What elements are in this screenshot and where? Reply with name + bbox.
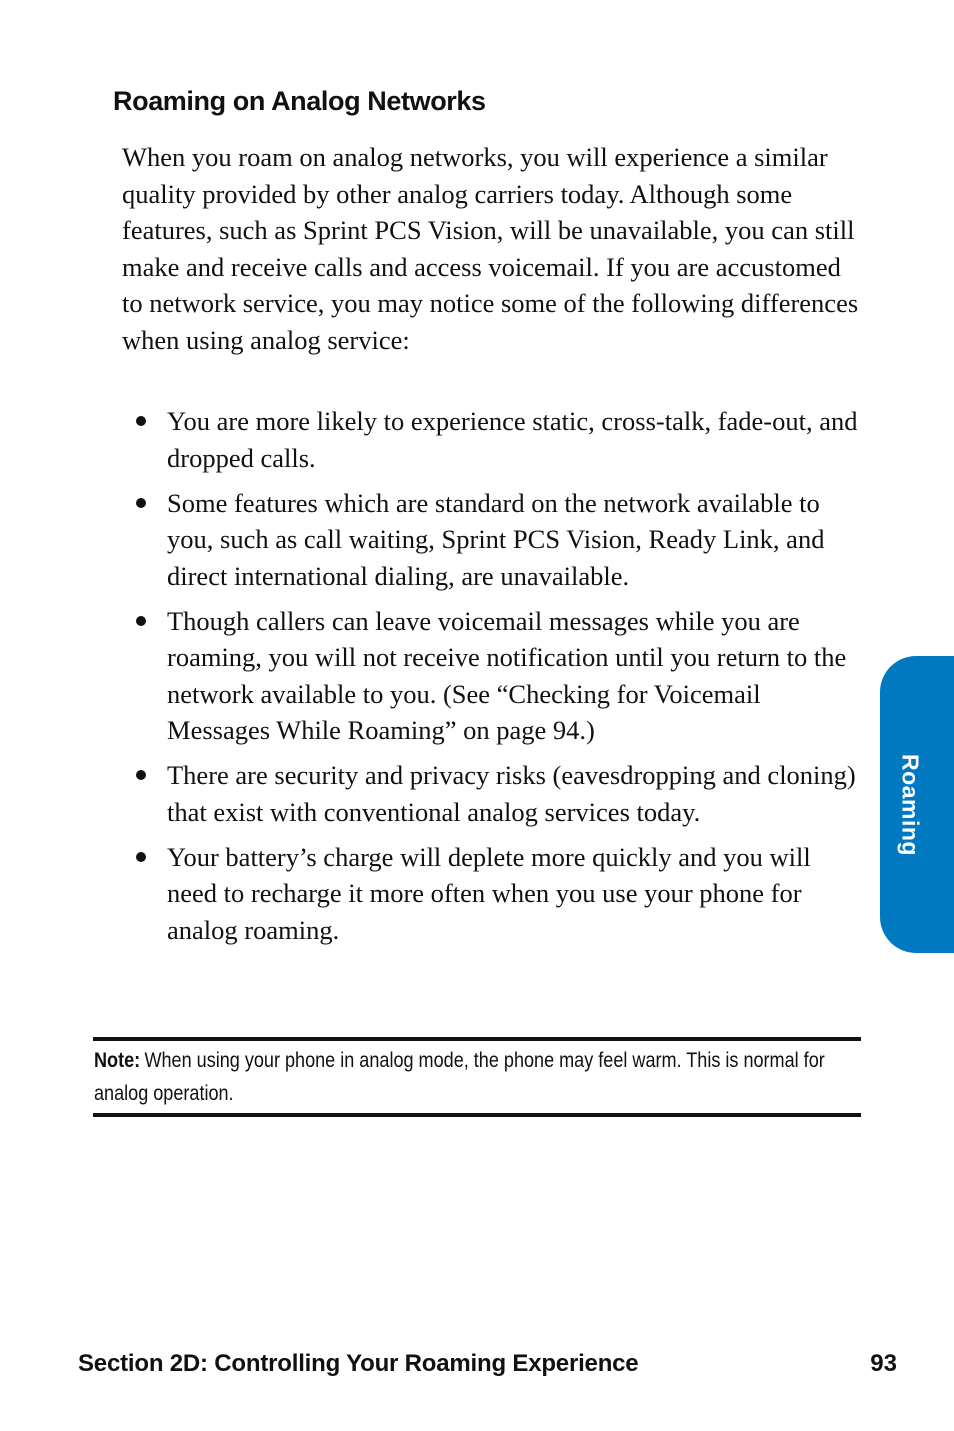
bullet-icon [136, 770, 146, 780]
list-item [130, 403, 865, 476]
note-label: Note: [94, 1049, 141, 1072]
intro-paragraph: When you roam on analog networks, you will experience a similar quality provided by other analog carriers today. Although some features, such as Sprint PCS Vision, will be unavailable, you can still make and receive calls and access voicemail. If you are accustomed to network service, you may notice some of the following differences when using analog service: [122, 142, 859, 355]
list-item-text: You are more likely to experience static, cross-talk, fade-out, and dropped calls. [167, 406, 858, 473]
bullet-icon [136, 416, 146, 426]
list-item-text: Some features which are standard on the network available to you, such as call waiting, Sprint PCS Vision, Ready Link, and direct international dialing, are unavailable. [167, 487, 825, 591]
list-item [130, 839, 865, 949]
section-heading: Roaming on Analog Networks [113, 86, 486, 116]
list-item-text: There are security and privacy risks (eavesdropping and cloning) that exist with conventional analog services today. [167, 760, 856, 827]
bullet-icon [136, 852, 146, 862]
side-tab-label: Roaming [897, 754, 924, 856]
list-item-text: Your battery’s charge will deplete more quickly and you will need to recharge it more often when you use your phone for analog roaming. [167, 841, 811, 945]
differences-list [130, 403, 865, 957]
bullet-icon [136, 498, 146, 508]
footer-section-title: Section 2D: Controlling Your Roaming Experience [78, 1350, 639, 1377]
note-content [94, 1045, 859, 1110]
page-number: 93 [870, 1350, 897, 1377]
note-text: When using your phone in analog mode, the phone may feel warm. This is normal for analog operation. [94, 1049, 825, 1105]
list-item [130, 757, 865, 830]
list-item [130, 603, 865, 749]
list-item [130, 485, 865, 595]
note-box [93, 1037, 861, 1117]
bullet-icon [136, 616, 146, 626]
list-item-text: Though callers can leave voicemail messages while you are roaming, you will not receive notification until you return to the network available to you. (See “Checking for Voicemail Messages While Roaming” on page 94.) [167, 605, 847, 745]
